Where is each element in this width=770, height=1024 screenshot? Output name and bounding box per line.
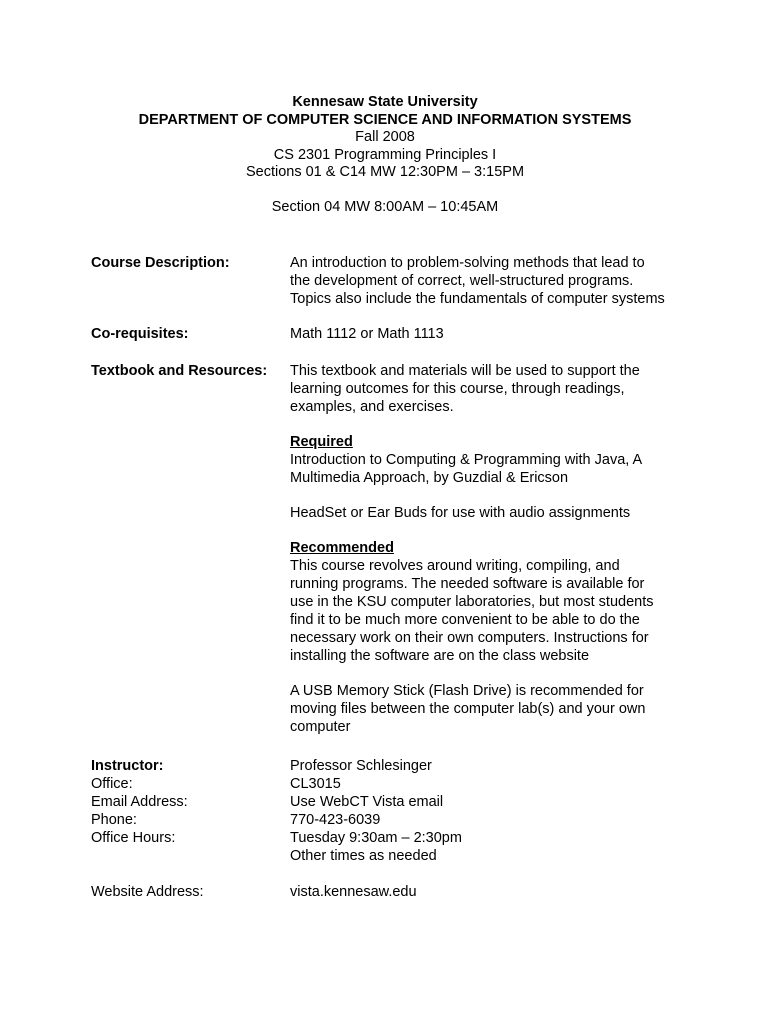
document-header — [0, 94, 770, 216]
office-label: Office: — [91, 776, 133, 792]
recommended-block — [290, 539, 710, 665]
website-label: Website Address: — [91, 884, 204, 900]
recommended-line: necessary work on their own computers. Instructions for — [290, 630, 649, 646]
textbook-label: Textbook and Resources: — [91, 363, 268, 379]
office-hours-line: Tuesday 9:30am – 2:30pm — [290, 830, 462, 846]
usb-line: computer — [290, 719, 351, 735]
textbook-content — [290, 362, 710, 736]
course-description-text — [290, 254, 710, 308]
website-value: vista.kennesaw.edu — [290, 884, 417, 900]
recommended-line: installing the software are on the class website — [290, 648, 590, 664]
office-hours-label: Office Hours: — [91, 830, 176, 846]
office-value: CL3015 — [290, 776, 341, 792]
usb-line: A USB Memory Stick (Flash Drive) is recommended for — [290, 683, 644, 699]
usb-line: moving files between the computer lab(s) and your own — [290, 701, 646, 717]
textbook-intro-line: learning outcomes for this course, through readings, — [290, 381, 625, 397]
required-line: Multimedia Approach, by Guzdial & Ericson — [290, 470, 569, 486]
university-name: Kennesaw State University — [292, 94, 478, 110]
course-description-line: An introduction to problem-solving methods that lead to — [290, 255, 645, 271]
phone-value: 770-423-6039 — [290, 812, 381, 828]
required-line: Introduction to Computing & Programming with Java, A — [290, 452, 643, 468]
recommended-line: find it to be much more convenient to be able to do the — [290, 612, 640, 628]
recommended-line: running programs. The needed software is available for — [290, 576, 645, 592]
phone-label: Phone: — [91, 812, 137, 828]
corequisites-value: Math 1112 or Math 1113 — [290, 326, 444, 342]
usb-block — [290, 682, 710, 736]
sections-line-2: Section 04 MW 8:00AM – 10:45AM — [271, 198, 499, 215]
course-description-label: Course Description: — [91, 255, 230, 271]
sections-line-1: Sections 01 & C14 MW 12:30PM – 3:15PM — [245, 164, 525, 180]
textbook-intro-line: This textbook and materials will be used to support the — [290, 363, 640, 379]
course-title: CS 2301 Programming Principles I — [273, 146, 497, 163]
required-heading: Required — [290, 434, 353, 450]
office-hours-value — [290, 829, 710, 865]
course-description-line: the development of correct, well-structured programs. — [290, 273, 634, 289]
recommended-heading: Recommended — [290, 540, 394, 556]
recommended-line: use in the KSU computer laboratories, but most students — [290, 594, 654, 610]
instructor-label: Instructor: — [91, 758, 164, 774]
headset-line: HeadSet or Ear Buds for use with audio assignments — [290, 505, 631, 521]
required-block — [290, 433, 710, 487]
recommended-line: This course revolves around writing, compiling, and — [290, 558, 620, 574]
course-description-line: Topics also include the fundamentals of computer systems — [290, 291, 665, 307]
email-value: Use WebCT Vista email — [290, 794, 444, 810]
office-hours-line: Other times as needed — [290, 848, 437, 864]
instructor-name: Professor Schlesinger — [290, 758, 432, 774]
email-label: Email Address: — [91, 794, 188, 810]
textbook-intro-line: examples, and exercises. — [290, 399, 454, 415]
corequisites-label: Co-requisites: — [91, 326, 189, 342]
department-name: DEPARTMENT OF COMPUTER SCIENCE AND INFORMATION SYSTEMS — [138, 111, 632, 128]
term: Fall 2008 — [355, 129, 415, 145]
